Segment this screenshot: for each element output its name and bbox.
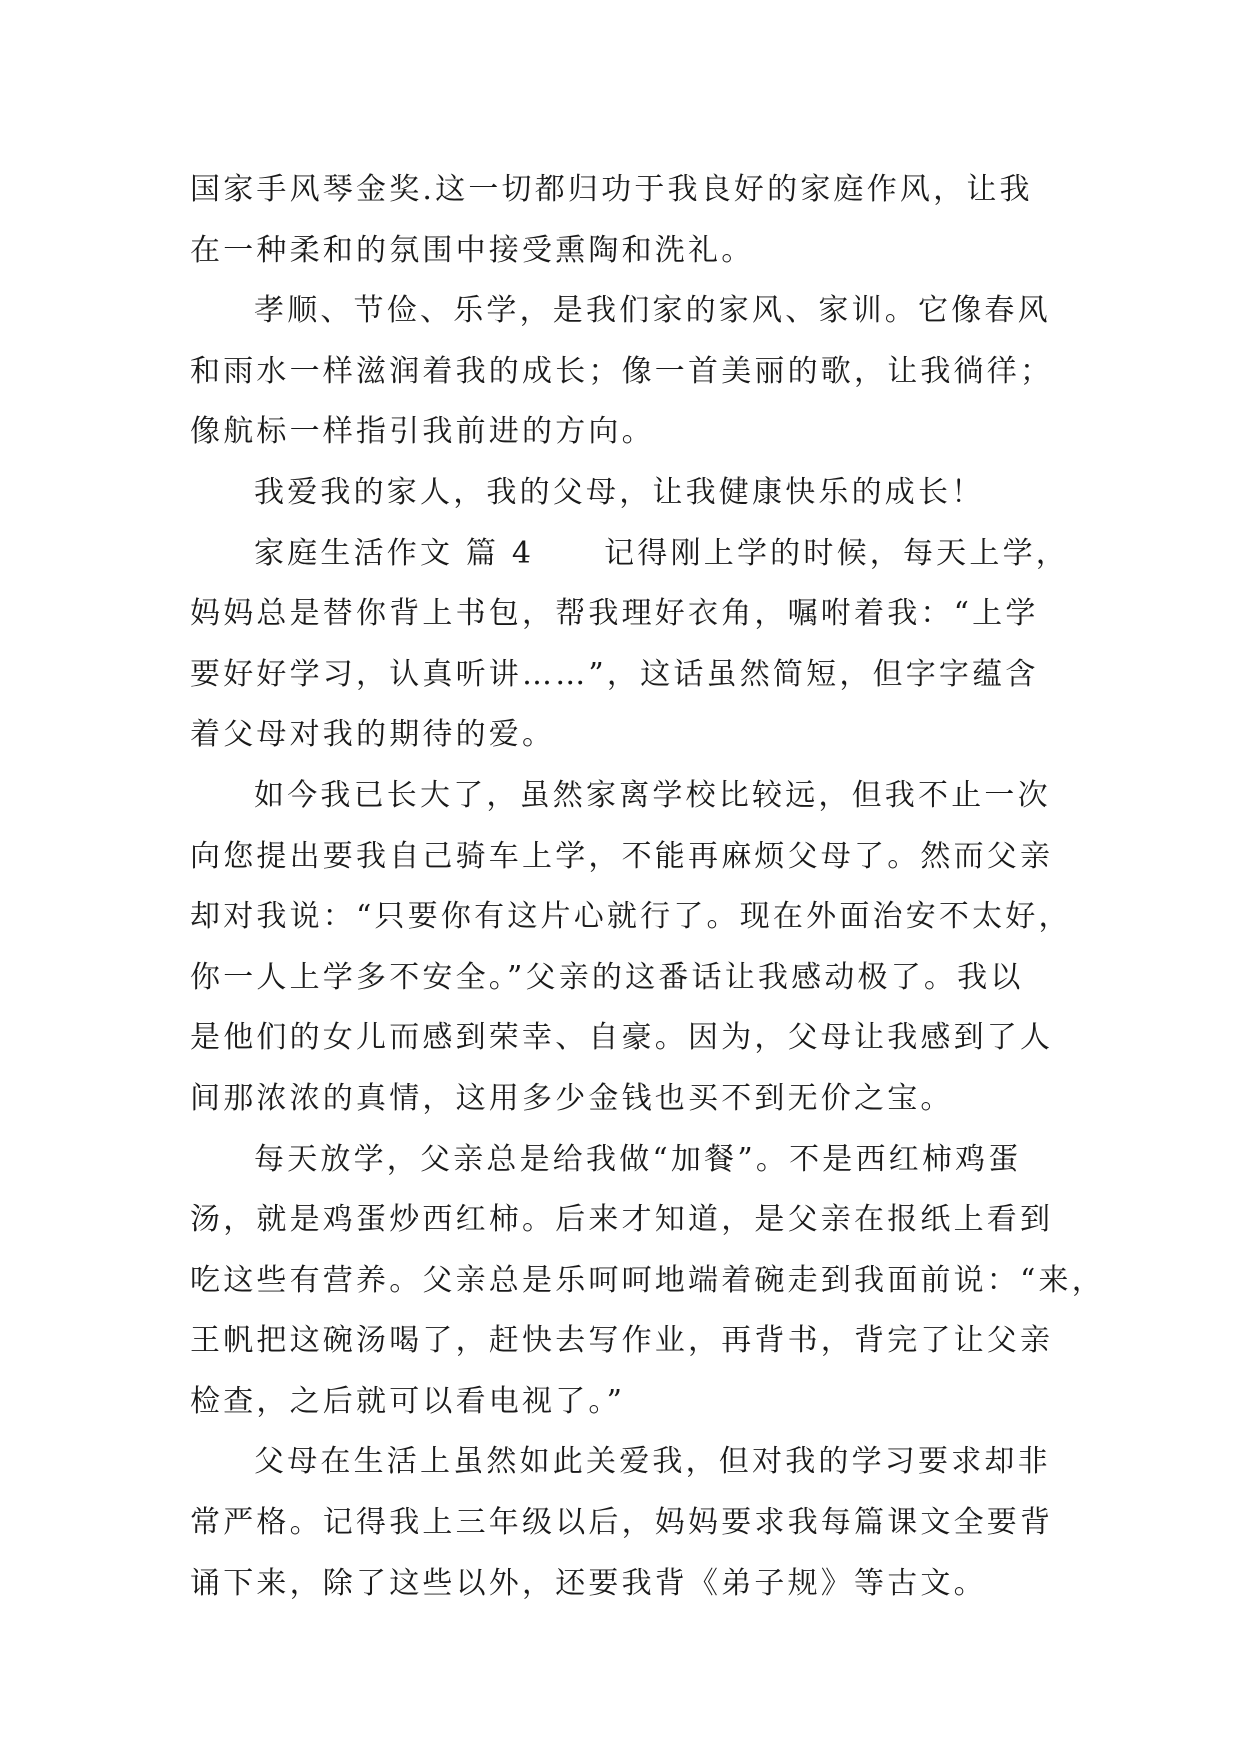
paragraph-start-line: 父母在生活上虽然如此关爱我，但对我的学习要求却非 xyxy=(254,1444,1051,1480)
section-heading: 家庭生活作文 篇 4 xyxy=(254,535,535,571)
text-line: 吃这些有营养。父亲总是乐呵呵地端着碗走到我面前说：“来， xyxy=(190,1262,1105,1298)
text-line: 向您提出要我自己骑车上学，不能再麻烦父母了。然而父亲 xyxy=(190,838,1054,874)
text-line: 在一种柔和的氛围中接受熏陶和洗礼。 xyxy=(190,232,755,268)
text-line: 王帆把这碗汤喝了，赶快去写作业，再背书，背完了让父亲 xyxy=(190,1323,1054,1359)
text-line: 间那浓浓的真情，这用多少金钱也买不到无价之宝。 xyxy=(190,1080,954,1116)
section-heading-line xyxy=(190,524,1069,585)
text-line: 却对我说：“只要你有这片心就行了。现在外面治安不太好， xyxy=(190,899,1072,935)
text-line: 常严格。记得我上三年级以后，妈妈要求我每篇课文全要背 xyxy=(190,1505,1054,1541)
paragraph-start-line: 我爱我的家人，我的父母，让我健康快乐的成长！ xyxy=(254,474,985,510)
text-line: 着父母对我的期待的爱。 xyxy=(190,717,556,753)
paragraph-start-line: 每天放学，父亲总是给我做“加餐”。不是西红柿鸡蛋 xyxy=(254,1141,1022,1177)
text-line: 要好好学习，认真听讲……”，这话虽然简短，但字字蕴含 xyxy=(190,656,1039,692)
text-line: 你一人上学多不安全。”父亲的这番话让我感动极了。我以 xyxy=(190,959,1024,995)
document-body xyxy=(190,160,1105,1614)
text-line: 汤，就是鸡蛋炒西红柿。后来才知道，是父亲在报纸上看到 xyxy=(190,1202,1054,1238)
text-line: 是他们的女儿而感到荣幸、自豪。因为，父母让我感到了人 xyxy=(190,1020,1054,1056)
text-line: 国家手风琴金奖.这一切都归功于我良好的家庭作风，让我 xyxy=(190,172,1033,207)
text-line: 像航标一样指引我前进的方向。 xyxy=(190,414,655,450)
text-segment: 记得刚上学的时候，每天上学， xyxy=(604,535,1069,571)
text-line: 妈妈总是替你背上书包，帮我理好衣角，嘱咐着我：“上学 xyxy=(190,596,1039,632)
paragraph-start-line: 孝顺、节俭、乐学，是我们家的家风、家训。它像春风 xyxy=(254,293,1051,329)
text-line: 诵下来，除了这些以外，还要我背《弟子规》等古文。 xyxy=(190,1565,987,1601)
text-line: 和雨水一样滋润着我的成长；像一首美丽的歌，让我徜徉； xyxy=(190,353,1054,389)
paragraph-start-line: 如今我已长大了，虽然家离学校比较远，但我不止一次 xyxy=(254,777,1051,813)
text-line: 检查，之后就可以看电视了。” xyxy=(190,1383,626,1419)
